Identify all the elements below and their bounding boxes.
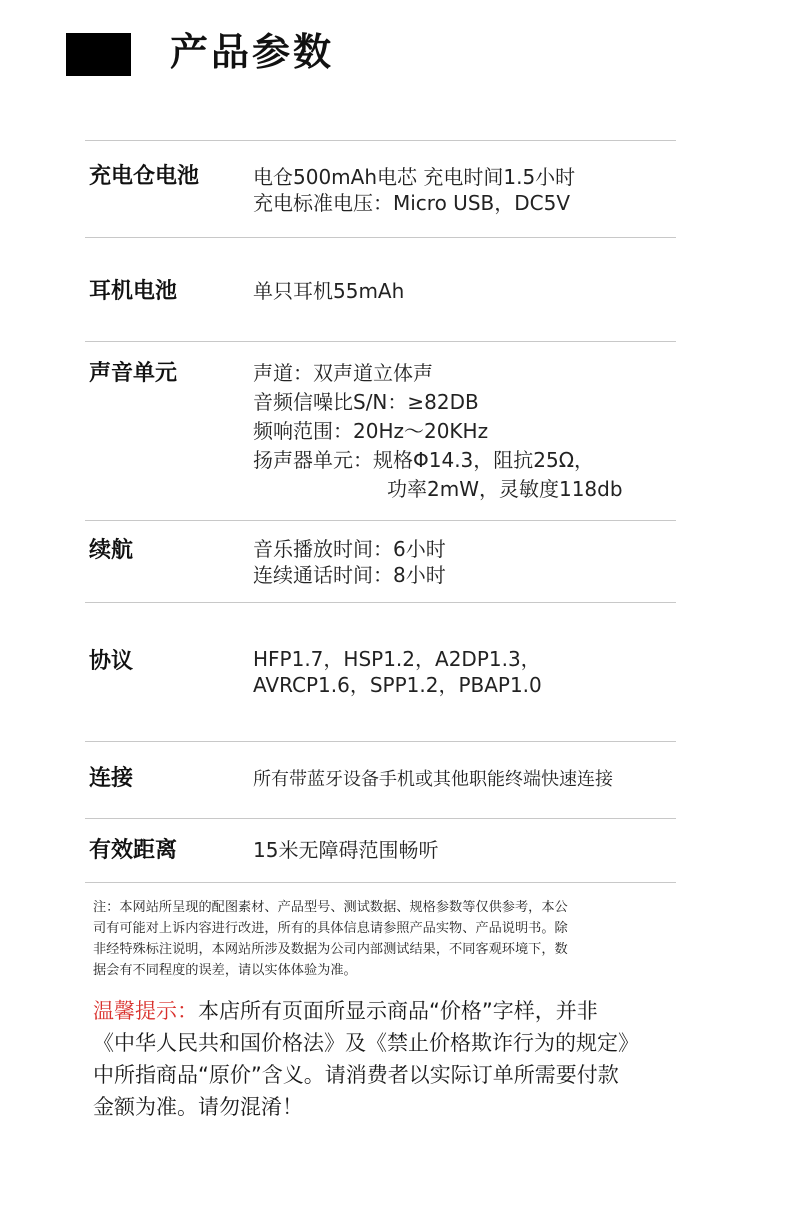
spec-row-battery-life (85, 521, 676, 603)
spec-value-line: 所有带蓝牙设备手机或其他职能终端快速连接 (253, 769, 613, 790)
spec-row-earbud-battery (85, 238, 676, 342)
spec-value (253, 278, 404, 304)
spec-row-protocol (85, 603, 676, 742)
spec-value (253, 646, 542, 698)
warm-tip (93, 995, 703, 1123)
spec-row-effective-range (85, 819, 676, 883)
spec-value-line: AVRCP1.6，SPP1.2，PBAP1.0 (253, 673, 542, 697)
spec-label: 充电仓电池 (89, 164, 200, 189)
title-marker-block (66, 33, 131, 76)
spec-label: 声音单元 (89, 361, 178, 386)
spec-value-line: 扬声器单元：规格Φ14.3，阻抗25Ω， (253, 448, 595, 472)
note-line: 非经特殊标注说明，本网站所涉及数据为公司内部测试结果，不同客观环境下，数 (93, 942, 568, 957)
tip-label: 温馨提示： (93, 999, 198, 1023)
spec-label: 连接 (89, 766, 134, 791)
spec-row-sound-unit (85, 342, 676, 521)
spec-value-line: 声道：双声道立体声 (253, 361, 433, 385)
note-line: 司有可能对上诉内容进行改进，所有的具体信息请参照产品实物、产品说明书。除 (93, 921, 568, 936)
spec-value-line: 连续通话时间：8小时 (253, 563, 446, 587)
spec-value (253, 359, 623, 504)
tip-line (93, 995, 703, 1027)
disclaimer-note (93, 897, 693, 981)
tip-line: 《中华人民共和国价格法》及《禁止价格欺诈行为的规定》 (93, 1031, 639, 1055)
note-line: 注：本网站所呈现的配图素材、产品型号、测试数据、规格参数等仅供参考，本公 (93, 900, 568, 915)
spec-value-line: 频响范围：20Hz～20KHz (253, 419, 489, 443)
note-line: 据会有不同程度的误差，请以实体体验为准。 (93, 963, 357, 978)
spec-label: 续航 (89, 538, 134, 563)
tip-line: 中所指商品“原价”含义。请消费者以实际订单所需要付款 (93, 1063, 619, 1087)
spec-label: 协议 (89, 649, 134, 674)
spec-value-line: 电仓500mAh电芯 充电时间1.5小时 (253, 165, 576, 189)
spec-value-line: 15米无障碍范围畅听 (253, 838, 439, 862)
spec-value-line: 音乐播放时间：6小时 (253, 537, 446, 561)
page-title: 产品参数 (170, 30, 335, 74)
spec-value-line: HFP1.7，HSP1.2，A2DP1.3， (253, 647, 541, 671)
spec-value-line: 充电标准电压：Micro USB，DC5V (253, 191, 571, 215)
spec-row-connection (85, 742, 676, 819)
spec-label: 耳机电池 (89, 279, 178, 304)
tip-line: 金额为准。请勿混淆！ (93, 1095, 303, 1119)
spec-label: 有效距离 (89, 838, 178, 863)
spec-row-charging-case-battery (85, 141, 676, 238)
spec-table (85, 140, 676, 883)
spec-value (253, 837, 438, 863)
spec-value-line: 音频信噪比S/N：≥82DB (253, 390, 479, 414)
spec-value (253, 164, 575, 216)
spec-value (253, 536, 446, 588)
spec-value (253, 767, 613, 793)
spec-value-line: 单只耳机55mAh (253, 279, 405, 303)
tip-text: 本店所有页面所显示商品“价格”字样，并非 (198, 999, 598, 1023)
spec-value-line: 功率2mW，灵敏度118db (387, 477, 623, 501)
